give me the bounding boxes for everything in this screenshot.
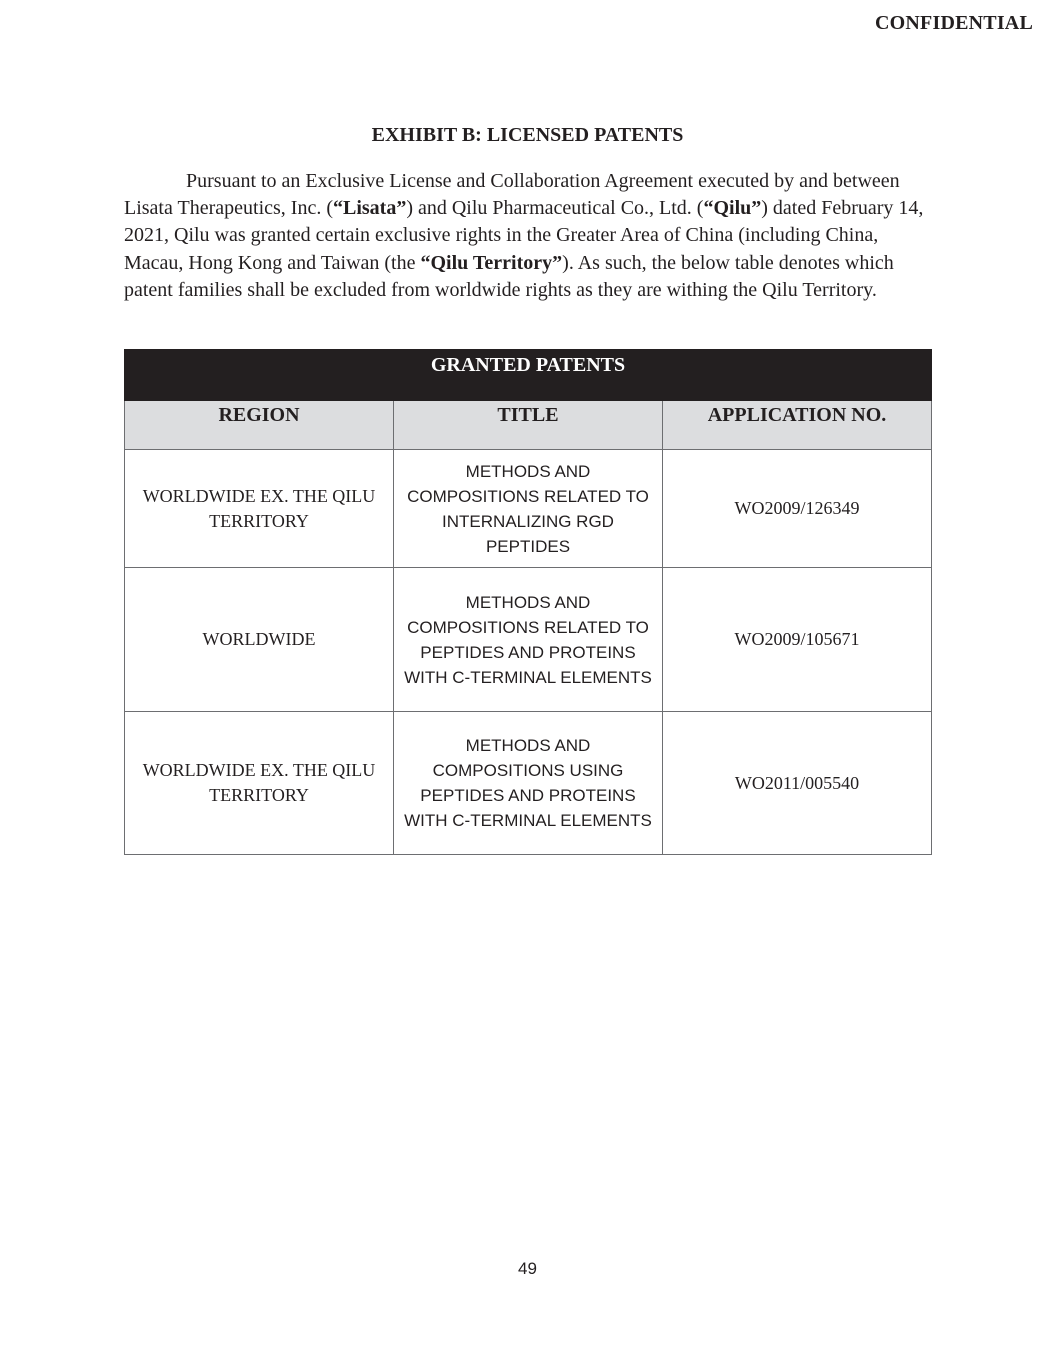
table-row	[125, 450, 932, 568]
intro-text-2: ) and Qilu Pharmaceutical Co., Ltd. (	[406, 197, 704, 220]
table-row	[125, 712, 932, 855]
intro-text-3: ) dated February 14, 2021, Qilu was granted certain exclusive rights in the Greater Area of China (including China, Macau, Hong Kong and Taiwan (the	[124, 197, 924, 274]
confidential-label: CONFIDENTIAL	[875, 12, 1033, 34]
page-number: 49	[518, 1259, 537, 1278]
header-region: REGION	[125, 401, 394, 450]
lisata-term: “Lisata”	[332, 197, 407, 220]
intro-paragraph	[124, 168, 934, 304]
cell-region: WORLDWIDE	[125, 568, 394, 712]
cell-title: METHODS AND COMPOSITIONS RELATED TO PEPTIDES AND PROTEINS WITH C-TERMINAL ELEMENTS	[394, 568, 663, 712]
intro-text-4: ). As such, the below table denotes which patent families shall be excluded from worldwide rights as they are withing the Qilu Territory.	[124, 251, 894, 301]
table-banner: GRANTED PATENTS	[125, 350, 932, 401]
cell-title: METHODS AND COMPOSITIONS RELATED TO INTERNALIZING RGD PEPTIDES	[394, 450, 663, 568]
exhibit-title: EXHIBIT B: LICENSED PATENTS	[371, 124, 684, 146]
cell-region: WORLDWIDE EX. THE QILU TERRITORY	[125, 450, 394, 568]
cell-title: METHODS AND COMPOSITIONS USING PEPTIDES AND PROTEINS WITH C-TERMINAL ELEMENTS	[394, 712, 663, 855]
cell-application-no: WO2009/105671	[663, 568, 932, 712]
header-application-no: APPLICATION NO.	[663, 401, 932, 450]
cell-application-no: WO2011/005540	[663, 712, 932, 855]
granted-patents-table	[124, 349, 932, 855]
table-banner-row	[125, 350, 932, 401]
cell-application-no: WO2009/126349	[663, 450, 932, 568]
qilu-territory-term: “Qilu Territory”	[420, 251, 563, 274]
intro-text-1: Pursuant to an Exclusive License and Collaboration Agreement executed by and between Lisata Therapeutics, Inc. (	[124, 170, 900, 220]
table-header-row	[125, 401, 932, 450]
qilu-term: “Qilu”	[703, 197, 762, 220]
header-title: TITLE	[394, 401, 663, 450]
table-row	[125, 568, 932, 712]
cell-region: WORLDWIDE EX. THE QILU TERRITORY	[125, 712, 394, 855]
